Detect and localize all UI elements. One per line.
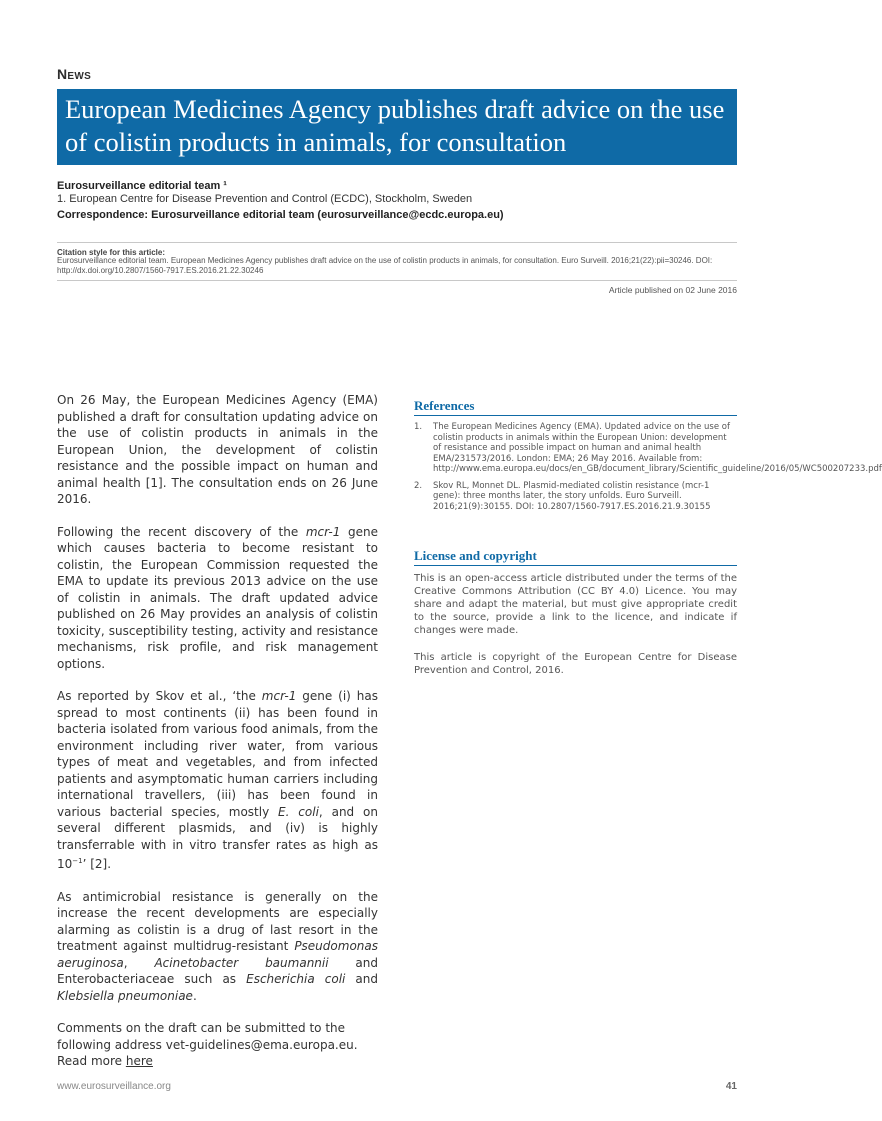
license-heading: License and copyright bbox=[414, 548, 737, 566]
copyright-text: This article is copyright of the European Centre for Disease Prevention and Control, 2016. bbox=[414, 652, 737, 676]
footer-url: www.eurosurveillance.org bbox=[57, 1081, 171, 1092]
sidebar bbox=[414, 398, 882, 691]
title-banner bbox=[57, 89, 737, 165]
license-text: This is an open-access article distributed under the terms of the Creative Commons Attribution (CC BY 4.0) Licence. You may share and adapt the material, but must give appropriate credit to the source, provide a link to the licence, and indicate if changes were made. bbox=[414, 573, 737, 636]
published-date: Article published on 02 June 2016 bbox=[608, 285, 737, 295]
affiliation: 1. European Centre for Disease Prevention and Control (ECDC), Stockholm, Sweden bbox=[57, 193, 473, 205]
species-name: Escherichia coli bbox=[246, 972, 346, 986]
paragraph-5: Comments on the draft can be submitted to the following address vet-guidelines@ema.europa.eu. Read more here bbox=[57, 1021, 358, 1068]
read-more-link[interactable]: here bbox=[125, 1054, 153, 1068]
divider-bottom bbox=[57, 280, 737, 281]
species-name: E. coli bbox=[278, 804, 319, 819]
paragraph-3: As reported by Skov et al., ‘the mcr-1 gene (i) has spread to most continents (ii) has been found in bacteria isolated from various food animals, from the environment including river water, from various types of meat and vegetables, and from infected patients and asymptomatic human carriers including international travellers, (iii) has been found in various bacterial species, mostly E. coli, and on several different plasmids, and (iv) is highly transferrable with in vitro transfer rates as high as $10^{-1}$’ [2]. bbox=[57, 689, 378, 871]
references-list bbox=[414, 422, 882, 512]
species-name: Klebsiella pneumoniae bbox=[57, 988, 193, 1003]
gene-name: mcr-1 bbox=[305, 524, 341, 539]
reference-item: 2. Skov RL, Monnet DL. Plasmid-mediated colistin resistance (mcr-1 gene): three months later, the story unfolds. Euro Surveill. 2016;21(9):30155. DOI: 10.2807/1560-7917.ES.2016.21.9.30155 bbox=[414, 480, 711, 512]
paragraph-4: As antimicrobial resistance is generally on the increase the recent developments are especially alarming as colistin is a drug of last resort in the treatment against multidrug-resistant Pseudomonas aeruginosa, Acinetobacter baumannii and Enterobacteriaceae such as Escherichia coli and Klebsiella pneumoniae. bbox=[57, 889, 379, 1003]
page-number: 41 bbox=[725, 1081, 737, 1092]
section-label: News bbox=[57, 66, 92, 82]
article-body bbox=[57, 392, 378, 1086]
gene-name: mcr-1 bbox=[261, 689, 297, 703]
paragraph-2: Following the recent discovery of the mcr-1 gene which causes bacteria to become resistant to colistin, the European Commission requested the EMA to update its previous 2013 advice on the use of colistin in animals. The draft updated advice published on 26 May provides an analysis of colistin toxicity, susceptibility testing, activity and resistance mechanisms, risk profile, and risk management options. bbox=[57, 524, 378, 671]
species-name: Acinetobacter baumannii bbox=[154, 955, 329, 970]
authors: Eurosurveillance editorial team ¹ bbox=[57, 180, 227, 192]
exponent: −1 bbox=[72, 857, 83, 865]
paragraph-1: On 26 May, the European Medicines Agency (EMA) published a draft for consultation updating advice on the use of colistin products in animals in the European Union, the development of colistin resistance and the possible impact on human and animal health [1]. The consultation ends on 26 June 2016. bbox=[57, 393, 378, 506]
species-name: Pseudomonas aeruginosa bbox=[57, 939, 378, 970]
citation-heading: Citation style for this article: bbox=[57, 248, 166, 257]
correspondence: Correspondence: Eurosurveillance editorial team (eurosurveillance@ecdc.europa.eu) bbox=[57, 209, 504, 221]
references-heading: References bbox=[414, 398, 737, 416]
reference-item: 1. The European Medicines Agency (EMA). Updated advice on the use of colistin products in animals within the European Union: development of resistance and possible impact on human and animal health EMA/231573/2016. London: EMA; 26 May 2016. Available from: http://www.ema.europa.eu/docs/en_GB/document_library/Scientific_guideline/2016/05/WC500207233.pdf bbox=[414, 422, 882, 474]
divider-top bbox=[57, 242, 737, 243]
citation-text: Eurosurveillance editorial team. European Medicines Agency publishes draft advice on the use of colistin products in animals, for consultation. Euro Surveill. 2016;21(22):pii=30246. DOI: http://dx.doi.org/10.2807/1560-7917.ES.2016.21.22.30246 bbox=[57, 256, 713, 275]
article-title: European Medicines Agency publishes draft advice on the use of colistin products in animals, for consultation bbox=[65, 94, 725, 157]
